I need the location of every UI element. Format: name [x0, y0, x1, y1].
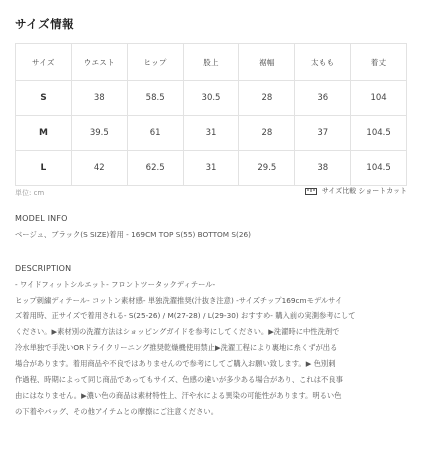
table-cell: 37: [295, 116, 351, 151]
table-cell: 39.5: [71, 116, 127, 151]
unit-label: 単位: cm: [15, 189, 45, 197]
shortcut-label: サイズ比較 ショートカット: [321, 187, 407, 195]
table-cell: 30.5: [183, 81, 239, 116]
size-label: L: [16, 151, 72, 186]
size-info-title: サイズ情報: [15, 17, 75, 31]
table-cell: 36: [295, 81, 351, 116]
table-cell: 62.5: [127, 151, 183, 186]
table-row: [16, 151, 407, 186]
size-label: S: [16, 81, 72, 116]
table-cell: 28: [239, 81, 295, 116]
table-row: [16, 81, 407, 116]
column-header: サイズ: [16, 44, 72, 81]
table-cell: 38: [295, 151, 351, 186]
table-cell: 42: [71, 151, 127, 186]
table-cell: 28: [239, 116, 295, 151]
description-line: 由にはなりません。▶濃い色の商品は素材特性上、汗や水による異染の可能性があります。明るい色: [15, 391, 342, 400]
description-line: - ワイドフィットシルエット- フロントツータックディテール-: [15, 280, 216, 289]
column-header: 太もも: [295, 44, 351, 81]
model-info-text: ベージュ、ブラック(S SIZE)着用 - 169CM TOP S(55) BOTTOM S(26): [15, 230, 252, 239]
description-line: ください。▶素材別の洗濯方法はショッピングガイドを参考にしてください。▶洗濯時に中性洗剤で: [15, 327, 340, 336]
size-label: M: [16, 116, 72, 151]
column-header: 裾幅: [239, 44, 295, 81]
column-header: 着丈: [351, 44, 407, 81]
table-cell: 104.5: [351, 151, 407, 186]
table-header-row: [16, 44, 407, 81]
table-cell: 31: [183, 116, 239, 151]
table-row: [16, 116, 407, 151]
description-title: DESCRIPTION: [15, 264, 72, 273]
table-cell: 29.5: [239, 151, 295, 186]
description-line: ヒップ刺繍ディテール- コットン素材感- 単独洗濯推奨(汁抜き注意) -サイズチップ169cmモデルサイ: [15, 296, 343, 305]
table-cell: 104.5: [351, 116, 407, 151]
description-line: 作過程、時期によって同じ商品であってもサイズ、色感の違いが多少ある場合があり、これは不良事: [15, 375, 343, 384]
table-cell: 38: [71, 81, 127, 116]
description-line: の下着やバッグ、その他アイテムとの摩擦にご注意ください。: [15, 407, 218, 416]
description-line: 冷水単独で手洗いORドライクリーニング推奨乾燥機使用禁止▶洗濯工程により裏地に糸くずが出る: [15, 343, 338, 352]
table-cell: 104: [351, 81, 407, 116]
model-info-title: MODEL INFO: [15, 214, 68, 223]
description-line: ズ着用時、正サイズで着用される- S(25-26) / M(27-28) / L(29-30) おすすめ- 購入前の実測参考にして: [15, 311, 356, 320]
size-compare-shortcut[interactable]: [305, 186, 407, 196]
column-header: ウエスト: [71, 44, 127, 81]
column-header: 股上: [183, 44, 239, 81]
table-cell: 58.5: [127, 81, 183, 116]
table-cell: 31: [183, 151, 239, 186]
size-table: [15, 43, 407, 186]
description-line: 場合があります。着用商品や不良ではありませんので参考にしてご購入お願い致します。▶ 色別刺: [15, 359, 336, 368]
column-header: ヒップ: [127, 44, 183, 81]
ruler-icon: [305, 188, 317, 195]
table-cell: 61: [127, 116, 183, 151]
